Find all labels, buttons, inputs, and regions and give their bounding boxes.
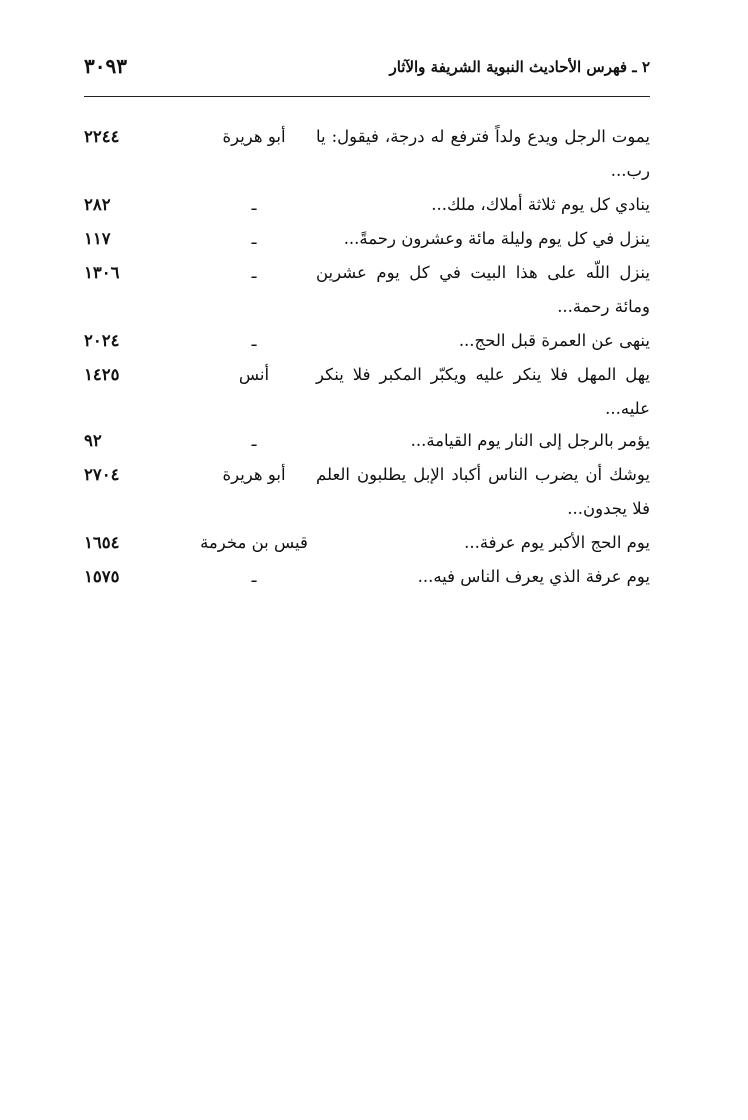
narrator: ـ (251, 567, 257, 586)
hadith-text: يوم الحج الأكبر يوم عرفة... (464, 533, 650, 552)
hadith-text: ينزل اللّه على هذا البيت في كل يوم عشرين ومائة رحمة... (316, 263, 650, 316)
narrator: أبو هريرة (222, 127, 286, 146)
reference-number: ٢٨٢ (84, 195, 111, 214)
narrator: قيس بن مخرمة (200, 533, 308, 552)
narrator: أبو هريرة (222, 465, 286, 484)
hadith-text: يموت الرجل ويدع ولداً فترفع له درجة، فيقول: يا رب... (316, 127, 650, 180)
hadith-text: يوم عرفة الذي يعرف الناس فيه... (417, 567, 650, 586)
narrator: أنس (238, 365, 270, 384)
hadith-text: يهل المهل فلا ينكر عليه ويكبّر المكبر فلا ينكر عليه... (316, 365, 650, 418)
narrator: ـ (251, 331, 257, 350)
hadith-text: ينهى عن العمرة قبل الحج... (458, 331, 650, 350)
narrator: ـ (251, 229, 257, 248)
reference-number: ١١٧ (84, 229, 111, 248)
hadith-text: يؤمر بالرجل إلى النار يوم القيامة... (410, 431, 650, 450)
reference-number: ١٥٧٥ (84, 567, 120, 586)
narrator: ـ (251, 431, 257, 450)
page-number: ٣٠٩٣ (84, 54, 127, 78)
reference-number: ١٤٢٥ (84, 365, 120, 384)
reference-number: ١٦٥٤ (84, 533, 120, 552)
hadith-text: يوشك أن يضرب الناس أكباد الإبل يطلبون العلم فلا يجدون... (316, 465, 650, 518)
narrator: ـ (251, 195, 257, 214)
hadith-text: ينزل في كل يوم وليلة مائة وعشرون رحمةً... (343, 229, 650, 248)
reference-number: ٢٧٠٤ (84, 465, 120, 484)
hadith-text: ينادي كل يوم ثلاثة أملاك، ملك... (431, 195, 650, 214)
reference-number: ٩٢ (84, 431, 102, 450)
reference-number: ١٣٠٦ (84, 263, 120, 282)
reference-number: ٢٢٤٤ (84, 127, 120, 146)
reference-number: ٢٠٢٤ (84, 331, 120, 350)
narrator: ـ (251, 263, 257, 282)
running-title: ٢ ـ فهرس الأحاديث النبوية الشريفة والآثار (389, 58, 650, 76)
